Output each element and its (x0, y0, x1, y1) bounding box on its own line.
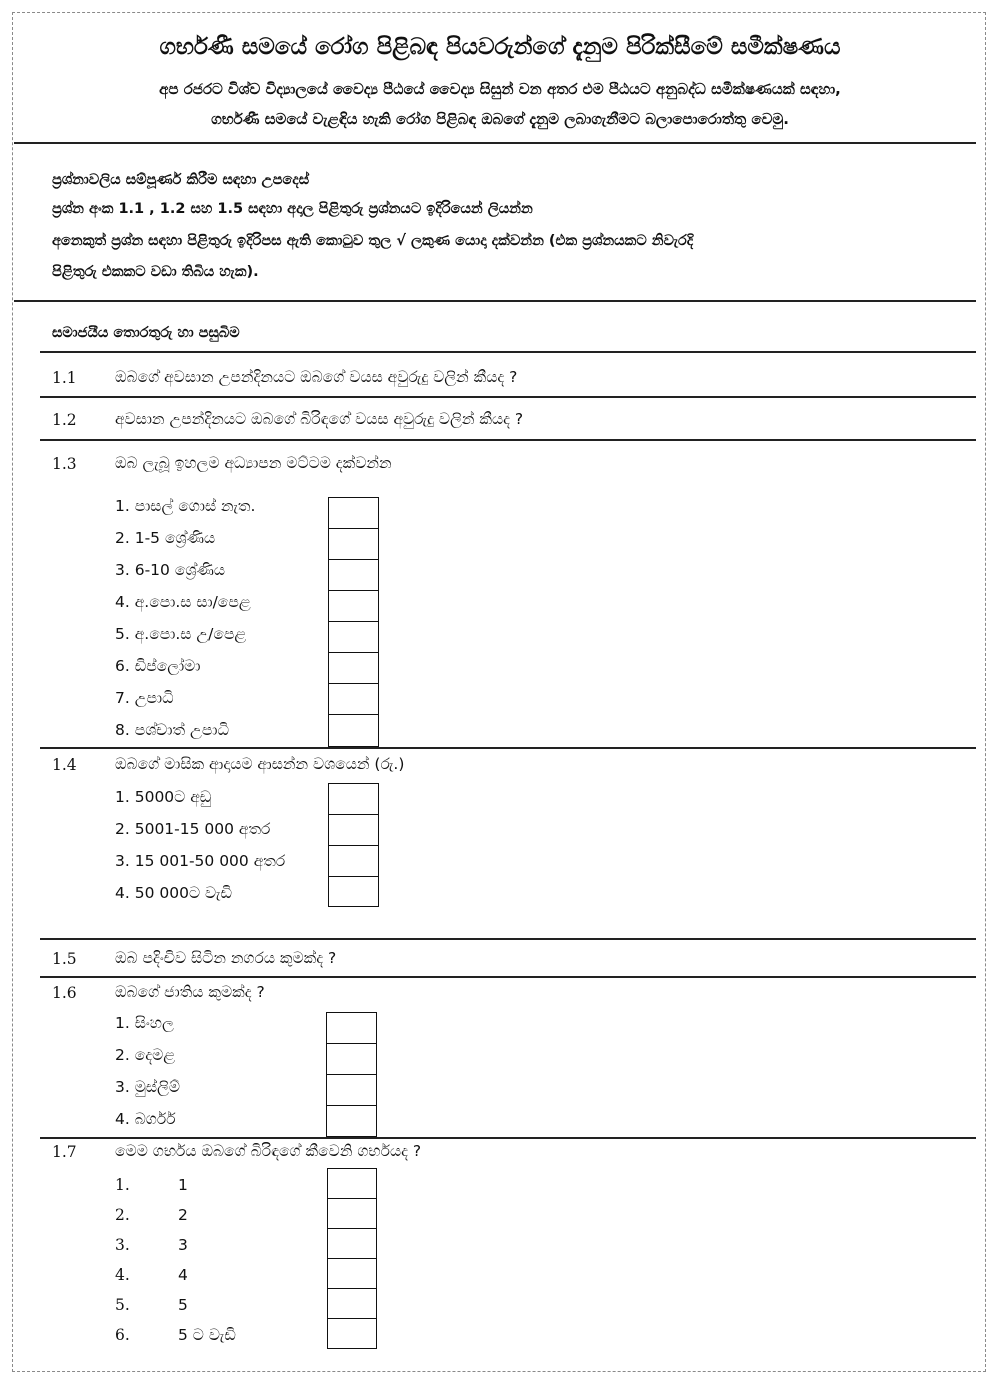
instructions-heading: ප්‍රශ්නාවලිය සම්පූර්ණ කිරීම සඳහා උපදෙස් (52, 172, 310, 188)
header-divider (14, 142, 976, 144)
q1-6-option: 3. මුස්ලිම් (115, 1078, 180, 1096)
q1-3-checkbox[interactable] (328, 528, 379, 561)
q1-7-option-value: 3 (178, 1236, 188, 1254)
q1-4-option: 4. 50 000ට වැඩි (115, 884, 232, 902)
q1-1-number: 1.1 (52, 369, 77, 387)
intro-line-2: ගර්භණී සමයේ වැළඳිය හැකි රෝග පිළිබඳ ඔබගේ දැනුම ලබාගැනීමට බලාපොරොත්තු වෙමු. (211, 110, 789, 128)
q1-3-checkbox[interactable] (328, 652, 379, 685)
q1-6-number: 1.6 (52, 984, 77, 1002)
q1-7-option-number: 1. (115, 1176, 130, 1194)
survey-title: ගර්භණී සමයේ රෝග පිළිබඳ පියවරුන්ගේ දැනුම පිරික්සීමේ සමීක්ෂණය (159, 34, 841, 60)
q1-7-option-number: 6. (115, 1326, 130, 1344)
q1-6-divider (40, 1137, 976, 1139)
q1-3-option: 8. පශ්චාත් උපාධි (115, 721, 229, 739)
q1-3-text: ඔබ ලැබූ ඉහලම අධ්‍යාපන මට්ටම දක්වන්න (115, 454, 392, 472)
q1-7-checkbox[interactable] (327, 1258, 377, 1289)
q1-7-checkbox[interactable] (327, 1168, 377, 1199)
instructions-line-2: අනෙකුත් ප්‍රශ්න සඳහා පිළිතුරු ඉදිරිපස ඇති කොටුව තුල √ ලකුණ යොදා දක්වන්න (එක ප්‍රශ්නයකට නිවැරදි (52, 233, 694, 249)
q1-7-option-number: 4. (115, 1266, 130, 1284)
section-title: සමාජයීය තොරතුරු හා පසුබිම (52, 325, 240, 341)
q1-3-checkbox[interactable] (328, 559, 379, 592)
q1-7-option-value: 2 (178, 1206, 188, 1224)
instructions-line-3: පිළිතුරු එකකට වඩා තිබිය හැක). (52, 264, 259, 280)
q1-7-option-number: 3. (115, 1236, 130, 1254)
q1-7-checkbox[interactable] (327, 1318, 377, 1349)
q1-3-option: 5. අ.පො.ස උ/පෙළ (115, 625, 247, 643)
q1-7-option-number: 5. (115, 1296, 130, 1314)
q1-6-option: 4. බර්ගර් (115, 1110, 176, 1128)
q1-3-option: 4. අ.පො.ස සා/පෙළ (115, 593, 251, 611)
q1-3-checkbox[interactable] (328, 621, 379, 654)
q1-4-checkbox[interactable] (328, 845, 379, 877)
q1-3-option: 7. උපාධි (115, 689, 174, 707)
q1-6-checkbox[interactable] (326, 1012, 377, 1044)
instructions-line-1: ප්‍රශ්න අංක 1.1 , 1.2 සහ 1.5 සඳහා අදාල පිළිතුරු ප්‍රශ්නයට ඉදිරියෙන් ලියන්න (52, 201, 533, 217)
q1-6-option: 2. දෙමළ (115, 1046, 176, 1064)
q1-7-option-number: 2. (115, 1206, 130, 1224)
q1-4-checkbox[interactable] (328, 783, 379, 815)
q1-6-checkbox[interactable] (326, 1074, 377, 1106)
q1-7-option-value: 5 ට වැඩි (178, 1326, 236, 1344)
q1-6-checkbox[interactable] (326, 1043, 377, 1075)
q1-7-number: 1.7 (52, 1143, 77, 1161)
q1-6-option: 1. සිංහල (115, 1014, 174, 1032)
q1-6-checkbox[interactable] (326, 1105, 377, 1137)
q1-1-divider (40, 396, 976, 398)
q1-7-text: මෙම ගර්භය ඔබගේ බිරිඳගේ කීවෙනි ගර්භයද ? (115, 1142, 422, 1160)
q1-3-divider (40, 747, 976, 749)
intro-line-1: අප රජරට විශ්ව විද්‍යාලයේ වෛද්‍ය පීඨයේ වෛද්‍ය සිසුන් වන අතර එම පීඨයට අනුබද්ධ සමීක්ෂණයක් සඳහා, (159, 80, 841, 98)
q1-4-option: 1. 5000ට අඩු (115, 788, 212, 806)
q1-6-text: ඔබගේ ජාතිය කුමක්ද ? (115, 983, 265, 1001)
q1-3-checkbox[interactable] (328, 683, 379, 716)
q1-7-checkbox[interactable] (327, 1288, 377, 1319)
q1-7-checkbox[interactable] (327, 1228, 377, 1259)
instructions-divider (14, 300, 976, 302)
q1-4-option: 3. 15 001-50 000 අතර (115, 852, 286, 870)
q1-5-text: ඔබ පදිංචිව සිටින නගරය කුමක්ද ? (115, 949, 337, 967)
q1-1-text: ඔබගේ අවසාන උපන්දිනයට ඔබගේ වයස අවුරුදු වලින් කීයද ? (115, 368, 518, 386)
q1-2-divider (40, 439, 976, 441)
q1-7-option-value: 1 (178, 1176, 188, 1194)
q1-3-checkbox[interactable] (328, 714, 379, 747)
q1-4-checkbox[interactable] (328, 876, 379, 907)
q1-3-option: 3. 6-10 ශ්‍රේණිය (115, 561, 226, 579)
q1-5-divider (40, 976, 976, 978)
section-divider (40, 351, 976, 353)
q1-7-checkbox[interactable] (327, 1198, 377, 1229)
q1-4-divider (40, 938, 976, 940)
q1-4-checkbox[interactable] (328, 814, 379, 846)
q1-7-option-value: 5 (178, 1296, 188, 1314)
q1-3-option: 2. 1-5 ශ්‍රේණිය (115, 529, 216, 547)
q1-4-text: ඔබගේ මාසික ආදායම ආසන්න වශයෙන් (රු.) (115, 755, 405, 773)
q1-3-option: 6. ඩිප්ලෝමා (115, 657, 201, 675)
q1-5-number: 1.5 (52, 950, 77, 968)
q1-7-option-value: 4 (178, 1266, 188, 1284)
q1-3-checkbox[interactable] (328, 590, 379, 623)
q1-4-option: 2. 5001-15 000 අතර (115, 820, 271, 838)
q1-4-number: 1.4 (52, 756, 77, 774)
q1-2-number: 1.2 (52, 411, 77, 429)
q1-3-option: 1. පාසල් ගොස් නැත. (115, 497, 256, 515)
q1-3-checkbox[interactable] (328, 497, 379, 530)
q1-3-number: 1.3 (52, 455, 77, 473)
q1-2-text: අවසාන උපන්දිනයට ඔබගේ බිරිඳගේ වයස අවුරුදු වලින් කීයද ? (115, 410, 524, 428)
